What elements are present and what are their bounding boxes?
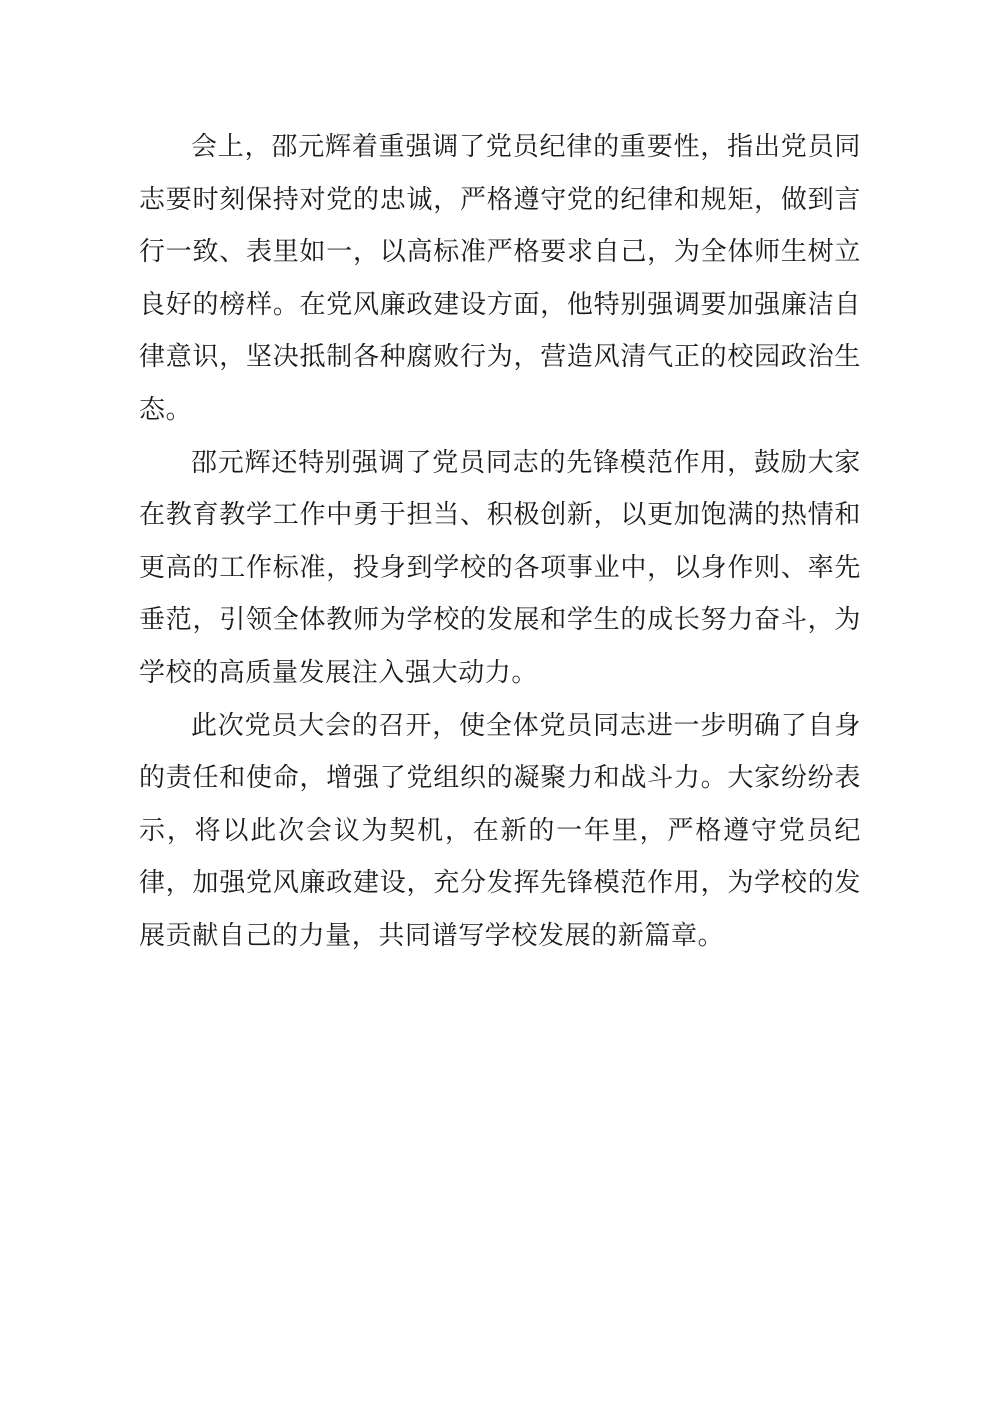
paragraph-party-discipline: 会上，邵元辉着重强调了党员纪律的重要性，指出党员同志要时刻保持对党的忠诚，严格遵守党的纪律和规矩，做到言行一致、表里如一，以高标准严格要求自己，为全体师生树立良好的榜样。在党风廉政建设方面，他特别强调要加强廉洁自律意识，坚决抵制各种腐败行为，营造风清气正的校园政治生态。 — [139, 132, 861, 425]
paragraph-meeting-outcome: 此次党员大会的召开，使全体党员同志进一步明确了自身的责任和使命，增强了党组织的凝聚力和战斗力。大家纷纷表示，将以此次会议为契机，在新的一年里，严格遵守党员纪律，加强党风廉政建设，充分发挥先锋模范作用，为学校的发展贡献自己的力量，共同谱写学校发展的新篇章。 — [139, 710, 861, 951]
document-body — [139, 121, 861, 963]
paragraph-vanguard-role: 邵元辉还特别强调了党员同志的先锋模范作用，鼓励大家在教育教学工作中勇于担当、积极创新，以更加饱满的热情和更高的工作标准，投身到学校的各项事业中，以身作则、率先垂范，引领全体教师为学校的发展和学生的成长努力奋斗，为学校的高质量发展注入强大动力。 — [139, 447, 861, 688]
